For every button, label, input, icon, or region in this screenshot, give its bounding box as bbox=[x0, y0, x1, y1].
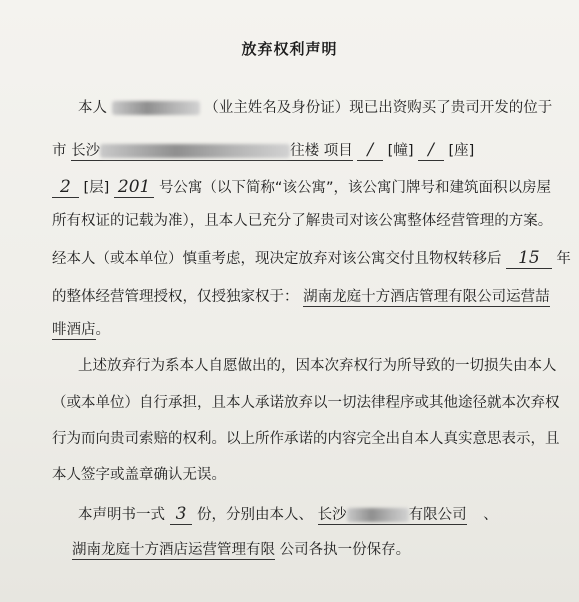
label-floor: [层] bbox=[83, 180, 110, 196]
years-value: 15 bbox=[506, 248, 552, 269]
para3-line2 bbox=[72, 540, 410, 560]
unit-number: 201 bbox=[114, 177, 154, 198]
para1-line6-text: 的整体经营管理授权，仅授独家权于： bbox=[52, 289, 299, 305]
block-number: / bbox=[418, 140, 444, 161]
para2-line1: 上述放弃行为系本人自愿做出的，因本次弃权行为所导致的一切损失由本人 bbox=[78, 358, 557, 374]
authorized-company-cont: 啡酒店 bbox=[52, 322, 96, 338]
copies-text: 份，分别由本人、 bbox=[197, 507, 314, 523]
holder-company-2: 湖南龙庭十方酒店运营管理有限 bbox=[72, 542, 275, 558]
para2-line3: 行为而向贵司索赔的权利。以上所作承诺的内容完全出自本人真实意思表示，且 bbox=[52, 431, 560, 447]
label-block: [座] bbox=[448, 143, 475, 159]
redacted-address bbox=[100, 144, 290, 158]
label-building: [幢] bbox=[387, 143, 414, 159]
holder-company-1 bbox=[318, 507, 467, 525]
para1-line6 bbox=[52, 287, 550, 307]
holder-company-1-city: 长沙 bbox=[317, 507, 347, 523]
floor-number: 2 bbox=[52, 177, 79, 198]
label-city: 市 bbox=[52, 143, 67, 159]
para1-line2 bbox=[52, 140, 474, 161]
para3-line1 bbox=[78, 504, 498, 525]
city-field bbox=[71, 143, 353, 161]
para1-line7 bbox=[52, 320, 110, 340]
para1-end: 。 bbox=[95, 322, 110, 338]
para1-line4: 所有权证的记载为准），且本人已充分了解贵司对该公寓整体经营管理的方案。 bbox=[52, 213, 553, 229]
redacted-owner-name bbox=[112, 101, 200, 115]
para3-end: 公司各执一份保存。 bbox=[279, 542, 411, 558]
label-years: 年 bbox=[556, 251, 571, 267]
city-name: 长沙 bbox=[71, 143, 101, 159]
document-title: 放弃权利声明 bbox=[241, 40, 338, 58]
authorized-company: 湖南龙庭十方酒店管理有限公司运营喆 bbox=[303, 289, 550, 305]
holder-company-1-suffix: 有限公司 bbox=[408, 507, 467, 523]
para1-line1-text: （业主姓名及身份证）现已出资购买了贵司开发的位于 bbox=[204, 100, 553, 116]
project-suffix: 往楼 项目 bbox=[290, 143, 353, 159]
building-number: / bbox=[357, 140, 383, 161]
copies-count: 3 bbox=[170, 504, 193, 525]
para1-line3 bbox=[52, 177, 551, 198]
para1-line5-text: 经本人（或本单位）慎重考虑，现决定放弃对该公寓交付且物权转移后 bbox=[52, 251, 502, 267]
redacted-company-name bbox=[347, 508, 409, 522]
separator: 、 bbox=[483, 507, 498, 523]
para2-line2: （或本单位）自行承担，且本人承诺放弃以一切法律程序或其他途径就本次弃权 bbox=[52, 395, 560, 411]
para2-line4: 本人签字或盖章确认无误。 bbox=[52, 467, 226, 483]
para1-line5 bbox=[52, 248, 571, 269]
para1-line1 bbox=[78, 98, 552, 118]
para1-line3-text: 号公寓（以下简称“该公寓”，该公寓门牌号和建筑面积以房屋 bbox=[158, 180, 551, 196]
label-owner: 本人 bbox=[78, 100, 107, 116]
copies-label: 本声明书一式 bbox=[78, 507, 165, 523]
